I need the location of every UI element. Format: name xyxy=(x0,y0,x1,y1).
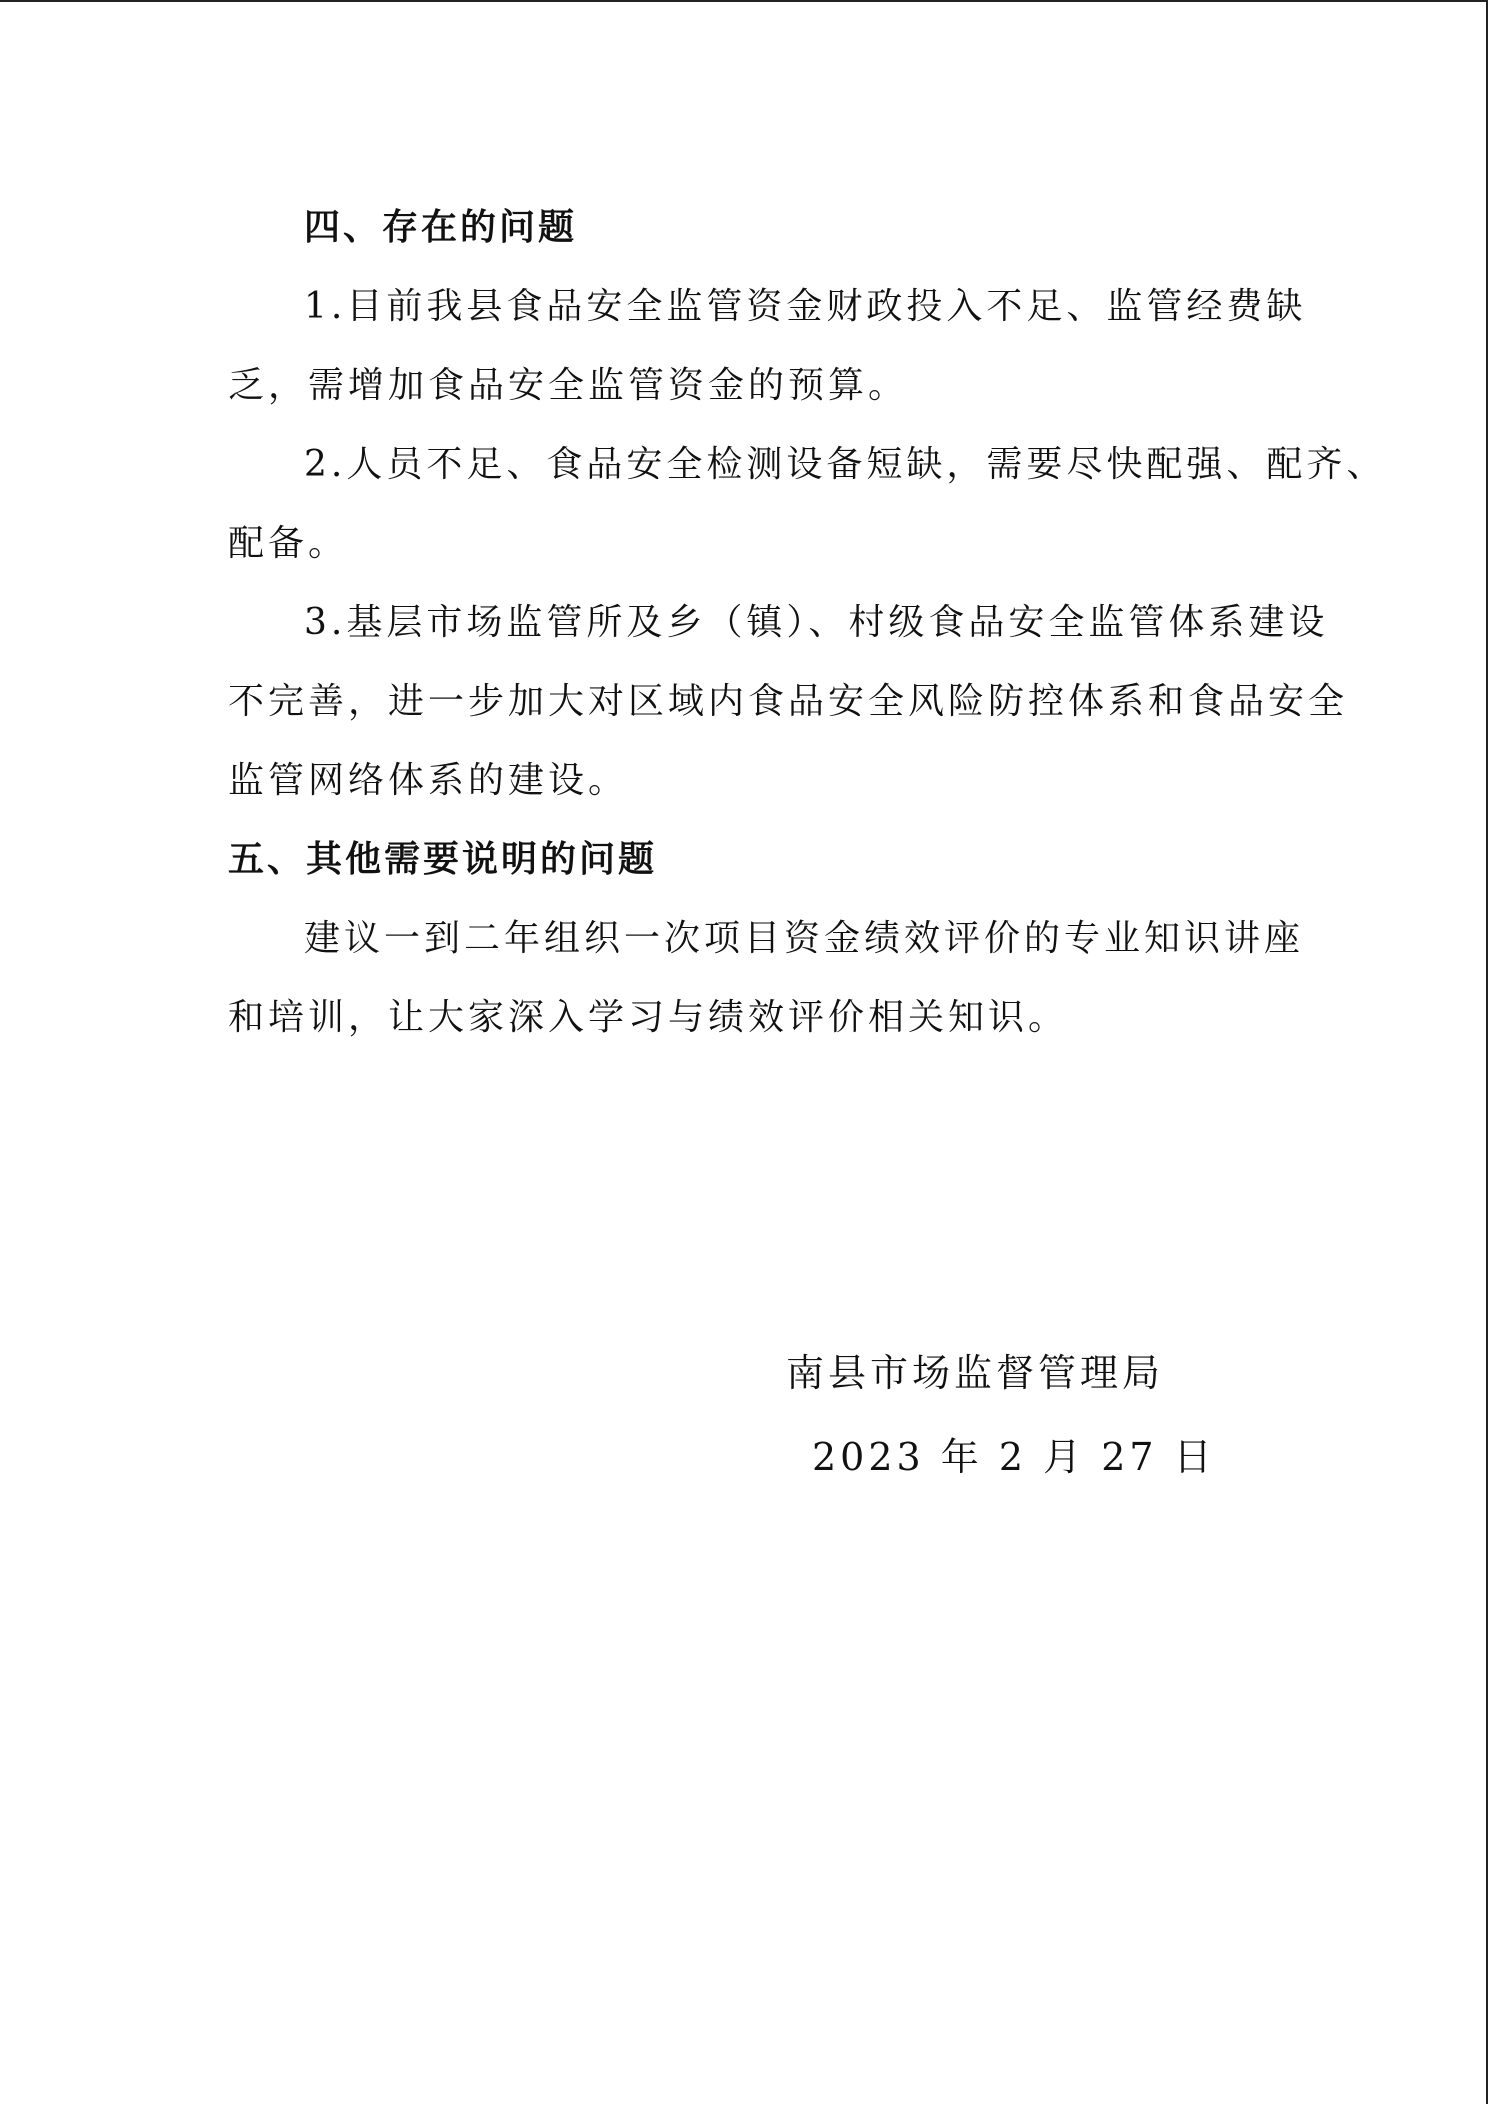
section-4-heading: 四、存在的问题 xyxy=(304,207,578,248)
paragraph-line: 和培训，让大家深入学习与绩效评价相关知识。 xyxy=(228,997,1069,1038)
signature-date: 2023 年 2 月 27 日 xyxy=(812,1435,1216,1479)
section-4-item-1 xyxy=(228,267,1307,425)
document-body xyxy=(228,188,1387,1057)
paragraph-line: 不完善，进一步加大对区域内食品安全风险防控体系和食品安全 xyxy=(228,681,1349,722)
paragraph-line: 乏，需增加食品安全监管资金的预算。 xyxy=(228,365,909,406)
signature-organization: 南县市场监督管理局 xyxy=(786,1351,1165,1395)
paragraph-line: 3.基层市场监管所及乡（镇）、村级食品安全监管体系建设 xyxy=(304,602,1329,643)
page-top-border xyxy=(0,0,1488,2)
section-4-item-2 xyxy=(228,425,1387,583)
paragraph-line: 配备。 xyxy=(228,523,349,564)
paragraph-line: 1.目前我县食品安全监管资金财政投入不足、监管经费缺 xyxy=(304,286,1307,327)
paragraph-line: 2.人员不足、食品安全检测设备短缺，需要尽快配强、配齐、 xyxy=(304,444,1387,485)
section-4-item-3 xyxy=(228,583,1349,820)
paragraph-line: 建议一到二年组织一次项目资金绩效评价的专业知识讲座 xyxy=(304,918,1305,959)
section-5-paragraph xyxy=(228,899,1305,1057)
paragraph-line: 监管网络体系的建设。 xyxy=(228,760,629,801)
section-5-heading: 五、其他需要说明的问题 xyxy=(228,839,658,880)
